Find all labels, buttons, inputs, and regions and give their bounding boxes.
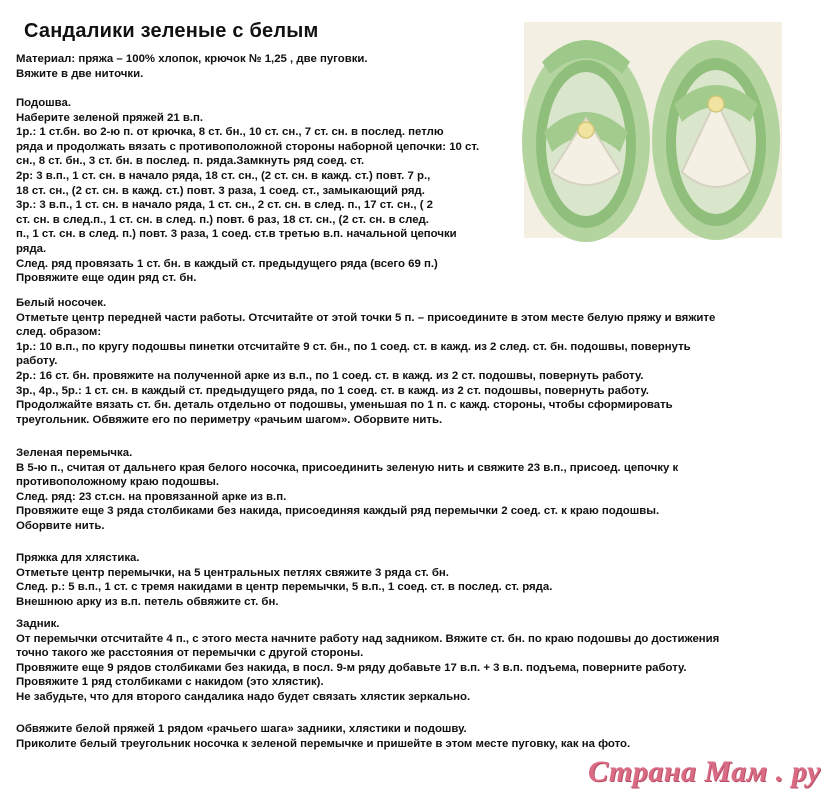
text-line: точно такого же расстояния от перемычки с другой стороны. xyxy=(16,647,364,660)
section-heading: Зеленая перемычка. xyxy=(16,447,133,459)
text-line: 3р., 4р., 5р.: 1 ст. сн. в каждый ст. предыдущего ряда, по 1 соед. ст. в кажд. из 2 ст. подошвы, повернуть работу. xyxy=(16,384,649,397)
buckle-section xyxy=(16,551,552,609)
text-line: работу. xyxy=(16,355,58,368)
text-line: Продолжайте вязать ст. бн. деталь отдельно от подошвы, уменьшая по 1 п. с кажд. стороны, чтобы сформировать xyxy=(16,399,673,412)
sandals-photo xyxy=(524,22,782,238)
section-heading: Подошва. xyxy=(16,97,72,109)
text-line: Оборвите нить. xyxy=(16,519,105,532)
text-line: 1р.: 10 в.п., по кругу подошвы пинетки отсчитайте 9 ст. бн., по 1 соед. ст. в кажд. из 2 след. ст. бн. подошвы, повернуть xyxy=(16,340,691,353)
text-line: След. р.: 5 в.п., 1 ст. с тремя накидами в центр перемычки, 5 в.п., 1 соед. ст. в послед. ст. ряда. xyxy=(16,581,553,594)
text-line: Провяжите еще 9 рядов столбиками без накида, в посл. 9-м ряду добавьте 17 в.п. + 3 в.п. подъема, поверните работу. xyxy=(16,661,687,674)
text-line: Материал: пряжа – 100% хлопок, крючок № 1,25 , две пуговки. xyxy=(16,53,368,65)
text-line: Наберите зеленой пряжей 21 в.п. xyxy=(16,111,204,124)
sole-section xyxy=(16,96,479,286)
sandals-illustration xyxy=(524,22,782,238)
text-line: 18 ст. сн., (2 ст. сн. в кажд. ст.) повт. 3 раза, 1 соед. ст., замыкающий ряд. xyxy=(16,184,425,197)
text-line: след. образом: xyxy=(16,326,102,339)
section-heading: Белый носочек. xyxy=(16,297,107,309)
text-line: 2р.: 16 ст. бн. провяжите на полученной арке из в.п., по 1 соед. ст. в кажд. из 2 ст. подошвы, повернуть работу. xyxy=(16,369,644,382)
page-title: Сандалики зеленые с белым xyxy=(24,20,319,42)
text-line: След. ряд: 23 ст.сн. на провязанной арке из в.п. xyxy=(16,490,287,503)
text-line: сн., 8 ст. бн., 3 ст. бн. в послед. п. ряда.Замкнуть ряд соед. ст. xyxy=(16,155,365,168)
text-line: Отметьте центр передней части работы. Отсчитайте от этой точки 5 п. – присоедините в этом месте белую пряжу и вяжите xyxy=(16,311,716,324)
text-line: Внешнюю арку из в.п. петель обвяжите ст. бн. xyxy=(16,595,279,608)
intro-block xyxy=(16,52,368,81)
text-line: Провяжите еще один ряд ст. бн. xyxy=(16,272,197,285)
right-sandal xyxy=(652,40,780,240)
text-line: треугольник. Обвяжите его по периметру «рачьим шагом». Оборвите нить. xyxy=(16,413,443,426)
back-section xyxy=(16,617,719,705)
text-line: В 5-ю п., считая от дальнего края белого носочка, присоединить зеленую нить и свяжите 23 в.п., присоед. цепочку к xyxy=(16,461,679,474)
text-line: противоположному краю подошвы. xyxy=(16,476,220,489)
site-watermark: Страна Мам . ру xyxy=(588,755,821,788)
section-heading: Задник. xyxy=(16,618,60,630)
text-line: След. ряд провязать 1 ст. бн. в каждый ст. предыдущего ряда (всего 69 п.) xyxy=(16,257,438,270)
text-line: Вяжите в две ниточки. xyxy=(16,67,144,80)
text-line: 2р: 3 в.п., 1 ст. сн. в начало ряда, 18 ст. сн., (2 ст. сн. в кажд. ст.) повт. 7 р., xyxy=(16,169,431,182)
text-line: Обвяжите белой пряжей 1 рядом «рачьего шага» задники, хлястики и подошву. xyxy=(16,723,467,735)
section-heading: Пряжка для хлястика. xyxy=(16,552,140,564)
text-line: От перемычки отсчитайте 4 п., с этого места начните работу над задником. Вяжите ст. бн. по краю подошвы до достижения xyxy=(16,632,720,645)
text-line: ряда. xyxy=(16,242,47,255)
text-line: Провяжите 1 ряд столбиками с накидом (это хлястик). xyxy=(16,676,324,689)
toe-section xyxy=(16,296,715,427)
finish-section xyxy=(16,722,630,751)
strap-section xyxy=(16,446,678,534)
text-line: Не забудьте, что для второго сандалика надо будет связать хлястик зеркально. xyxy=(16,690,471,703)
text-line: ст. сн. в след.п., 1 ст. сн. в след. п.) повт. 6 раз, 18 ст. сн., (2 ст. сн. в след. xyxy=(16,213,429,226)
text-line: 3р.: 3 в.п., 1 ст. сн. в начало ряда, 1 ст. сн., 2 ст. сн. в след. п., 17 ст. сн., ( 2 xyxy=(16,199,434,212)
text-line: Приколите белый треугольник носочка к зеленой перемычке и пришейте в этом месте пуговку, как на фото. xyxy=(16,737,631,750)
text-line: Отметьте центр перемычки, на 5 центральных петлях свяжите 3 ряда ст. бн. xyxy=(16,566,449,579)
text-line: Провяжите еще 3 ряда столбиками без накида, присоединяя каждый ряд перемычки 2 соед. ст. к краю подошвы. xyxy=(16,505,660,518)
text-line: п., 1 ст. сн. в след. п.) повт. 3 раза, 1 соед. ст.в третью в.п. начальной цепочки xyxy=(16,228,457,241)
text-line: ряда и продолжать вязать с противоположной стороны наборной цепочки: 10 ст. xyxy=(16,140,480,153)
text-line: 1р.: 1 ст.бн. во 2-ю п. от крючка, 8 ст. бн., 10 ст. сн., 7 ст. сн. в послед. петлю xyxy=(16,126,444,139)
